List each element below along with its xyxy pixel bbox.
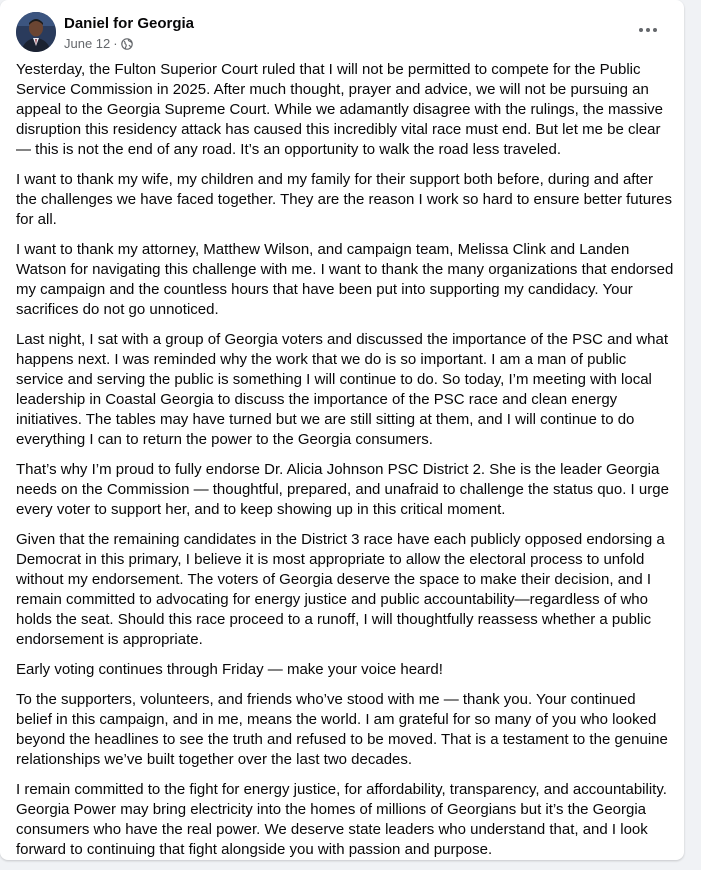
post-paragraph-5: That’s why I’m proud to fully endorse Dr. Alicia Johnson PSC District 2. She is the leader Georgia needs on the Commission — thoughtful, prepared, and unafraid to challenge the status quo. I urge every voter to support her, and to keep showing up in this critical moment. [16, 461, 669, 518]
post-text [16, 60, 674, 870]
post-paragraph-1: Yesterday, the Fulton Superior Court ruled that I will not be permitted to compete for the Public Service Commission in 2025. After much thought, prayer and advice, we will not be pursuing an appeal to the Georgia Supreme Court. While we adamantly disagree with the rulings, the massive disruption this residency attack has caused this incredibly vital race must end. But let me be clear — this is not the end of any road. It’s an opportunity to walk the road less traveled. [16, 61, 663, 158]
avatar-image [16, 12, 56, 52]
avatar[interactable] [16, 12, 56, 52]
author-name[interactable]: Daniel for Georgia [64, 15, 195, 32]
globe-icon[interactable] [121, 38, 133, 50]
post-date[interactable]: June 12 [64, 36, 111, 51]
post-paragraph-2: I want to thank my wife, my children and my family for their support both before, during and after the challenges we have faced together. They are the reason I work so hard to ensure better futures for all. [16, 171, 672, 228]
post-paragraph-4: Last night, I sat with a group of Georgia voters and discussed the importance of the PSC and what happens next. I was reminded why the work that we do is so important. I am a man of public service and serving the public is something I will continue to do. So today, I’m meeting with local leadership in Coastal Georgia to discuss the importance of the PSC race and clean energy initiatives. The tables may have turned but we are still sitting at them, and I will continue to do everything I can to return the power to the Georgia consumers. [16, 331, 669, 448]
post-paragraph-3: I want to thank my attorney, Matthew Wilson, and campaign team, Melissa Clink and Landen Watson for navigating this challenge with me. I want to thank the many organizations that endorsed my campaign and the countless hours that have been put into supporting my candidacy. Your sacrifices do not go unnoticed. [16, 241, 674, 318]
post-header [16, 12, 668, 56]
more-options-icon[interactable] [630, 18, 666, 42]
meta-separator: · [113, 36, 118, 51]
post-paragraph-6: Given that the remaining candidates in the District 3 race have each publicly opposed endorsing a Democrat in this primary, I believe it is most appropriate to allow the electoral process to unfold without my endorsement. The voters of Georgia deserve the space to make their decision, and I remain committed to advocating for energy justice and public accountability—regardless of who holds the seat. Should this race proceed to a runoff, I will thoughtfully reassess whether a public endorsement is appropriate. [16, 531, 665, 648]
post-meta [64, 36, 133, 51]
post-paragraph-7: Early voting continues through Friday — make your voice heard! [16, 661, 443, 678]
post-paragraph-9: I remain committed to the fight for energy justice, for affordability, transparency, and accountability. Georgia Power may bring electricity into the homes of millions of Georgians but it’s the Georgia consumers who have the real power. We deserve state leaders who understand that, and I look forward to continuing that fight alongside you with passion and purpose. [16, 781, 667, 858]
post-paragraph-8: To the supporters, volunteers, and friends who’ve stood with me — thank you. Your continued belief in this campaign, and in me, means the world. I am grateful for so many of you who looked beyond the headlines to see the truth and refused to be moved. That is a testament to the genuine relationships we’ve built together over the last two decades. [16, 691, 668, 768]
